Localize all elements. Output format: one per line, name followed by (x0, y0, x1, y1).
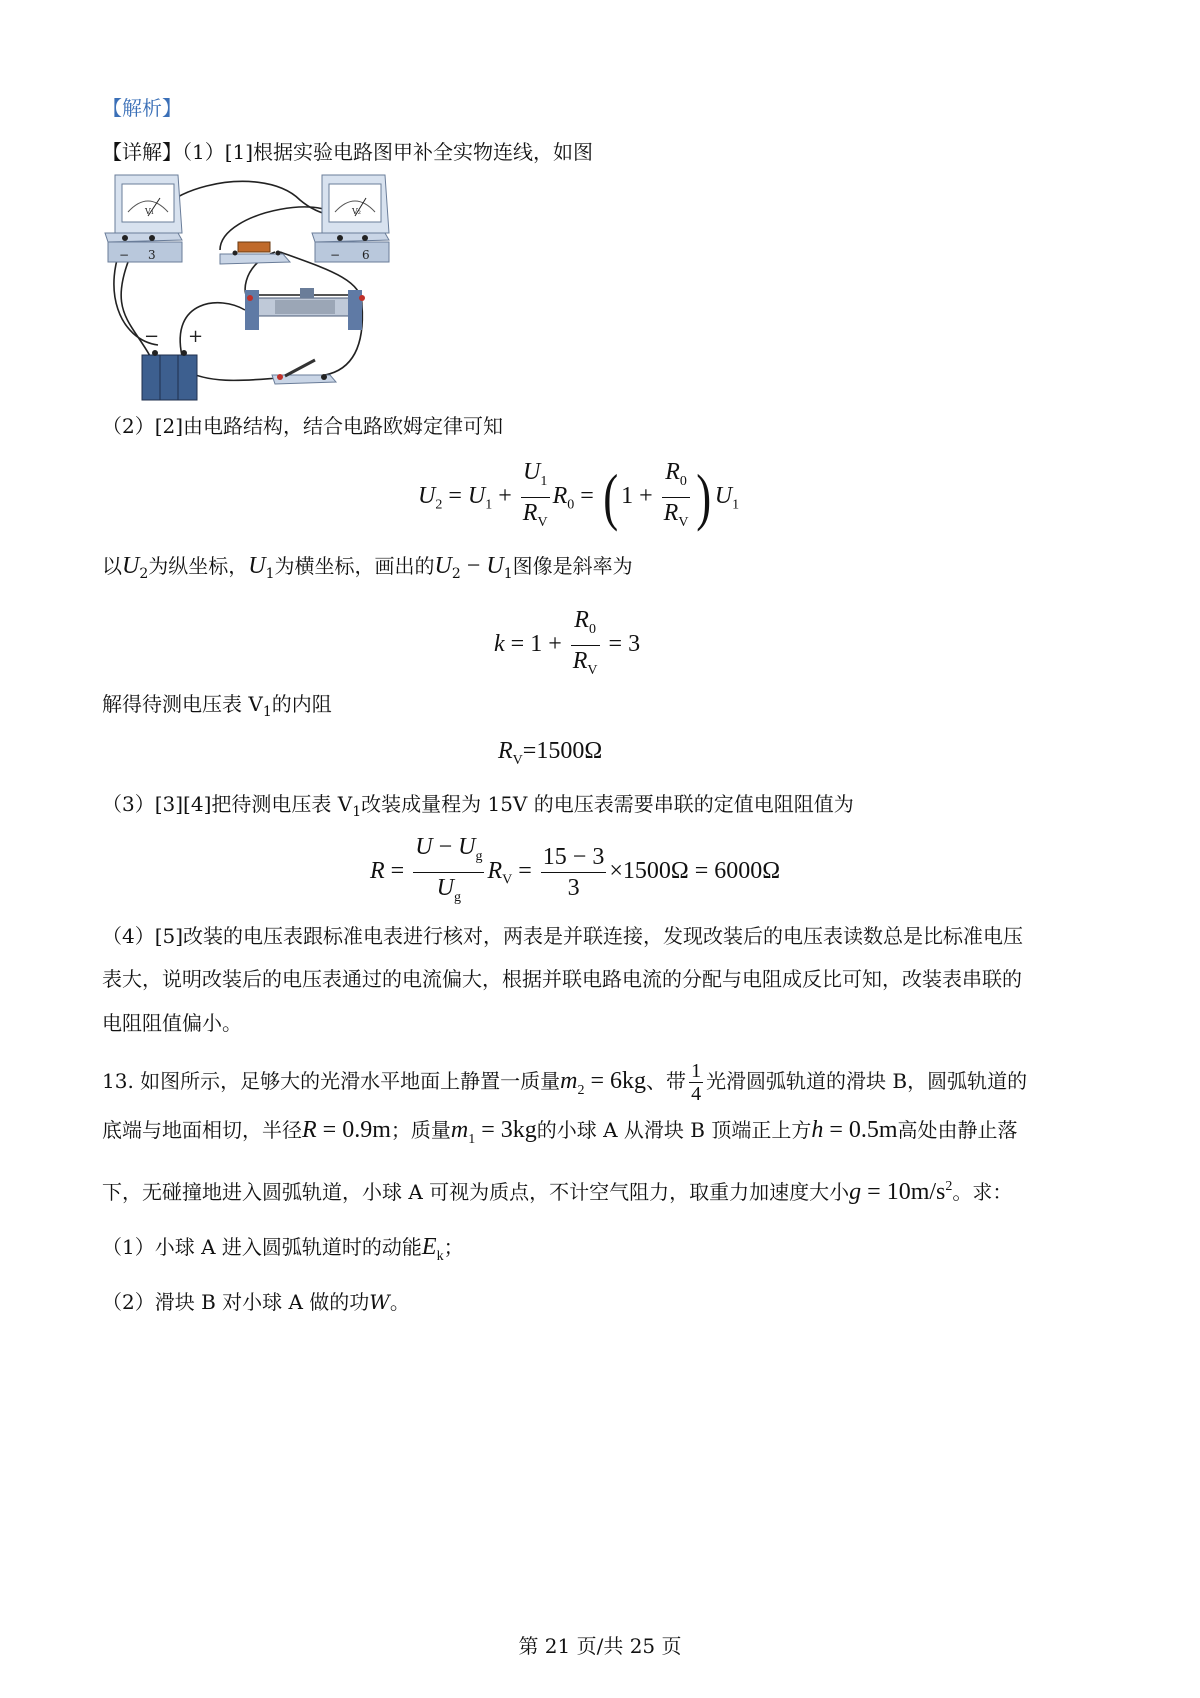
voltmeter-v2 (312, 175, 389, 262)
part4-line-2: 表大，说明改装后的电压表通过的电流偏大，根据并联电路电流的分配与电阻成反比可知，改装表串联的 (102, 967, 1022, 991)
circuit-diagram (100, 170, 400, 405)
section-title: 【解析】 (102, 96, 182, 120)
q13-sub1-text-b: ； (443, 1235, 464, 1259)
solve-text-b: 的内阻 (271, 692, 332, 716)
knife-switch (272, 360, 336, 384)
slope-text-d: 图像是斜率为 (512, 554, 633, 578)
slope-text-a: 以 (102, 554, 122, 578)
battery-plus: + (188, 326, 204, 347)
rv-value: =1500Ω (522, 738, 603, 764)
q13-text-2b: ；质量 (390, 1118, 451, 1142)
equation-rv: $R_V=1500\Omega$ (498, 738, 603, 768)
slope-line: 以$U_2$为纵坐标，$U_1$为横坐标，画出的$U_2 - U_1$图像是斜率为 (102, 553, 633, 582)
q13-text-2a: 底端与地面相切，半径 (102, 1118, 302, 1142)
rv-symbol: R (498, 738, 513, 764)
q13-sub1-text-a: （1）小球 A 进入圆弧轨道时的动能 (102, 1235, 422, 1259)
detail-line-1 (102, 140, 593, 164)
equation-r: R = $\frac{U - U_g}{U_g}$ $R_V$ = $\frac{15 - 3}{3}$ ×1500Ω = 6000Ω (370, 834, 781, 905)
q13-sub2-text-a: （2）滑块 B 对小球 A 做的功 (102, 1290, 370, 1314)
q13-line-3: 下，无碰撞地进入圆弧轨道，小球 A 可视为质点，不计空气阻力，取重力加速度大小$g = 10m/s^2$。求： (102, 1179, 1013, 1205)
slope-text-c: 为横坐标，画出的 (274, 554, 435, 578)
q13-text-1c: 光滑圆弧轨道的滑块 B，圆弧轨道的 (706, 1069, 1028, 1093)
q13-sub2-text-c: 。 (389, 1290, 410, 1314)
page-footer: 第 21 页/共 25 页 (518, 1634, 682, 1658)
voltmeter-v1 (105, 175, 182, 262)
part3-text-a: （3）[3][4]把待测电压表 V (102, 792, 353, 816)
solve-text-a: 解得待测电压表 V (102, 692, 263, 716)
part3-line: （3）[3][4]把待测电压表 $V_1$改装成量程为 15V 的电压表需要串联的定值电阻阻值为 (102, 792, 854, 820)
part4-line-3: 电阻阻值偏小。 (102, 1011, 242, 1035)
meter1-label: V₁ (145, 207, 154, 216)
equation-slope: k = 1 + $\frac{R_0}{R_V}$ = 3 (494, 607, 641, 678)
battery-minus: − (144, 326, 160, 347)
q13-text-2d: 高处由静止落 (897, 1118, 1018, 1142)
solve-line: 解得待测电压表 $V_1$的内阻 (102, 692, 332, 720)
q13-text-1a: 13. 如图所示，足够大的光滑水平地面上静置一质量 (102, 1069, 561, 1093)
q13-sub-2 (102, 1290, 410, 1314)
fixed-resistor (220, 242, 290, 264)
battery (142, 326, 203, 400)
wire (185, 370, 278, 380)
q13-sub-1: （1）小球 A 进入圆弧轨道时的动能$E_k$； (102, 1234, 464, 1264)
q13-line-2: 底端与地面相切，半径R = 0.9m；质量$m_1 = 3kg$的小球 A 从滑块 B 顶端正上方h = 0.5m高处由静止落 (102, 1117, 1018, 1147)
part3-text-b: 改装成量程为 15V 的电压表需要串联的定值电阻阻值为 (361, 792, 854, 816)
q13-line-1: 13. 如图所示，足够大的光滑水平地面上静置一质量$m_2 = 6kg$、带 $\frac{1}{4}$ 光滑圆弧轨道的滑块 B，圆弧轨道的 (102, 1060, 1028, 1105)
meter1-range: 3 (148, 248, 156, 262)
detail-text: （1）[1]根据实验电路图甲补全实物连线，如图 (182, 140, 594, 164)
q13-text-3a: 下，无碰撞地进入圆弧轨道，小球 A 可视为质点，不计空气阻力，取重力加速度大小 (102, 1180, 850, 1204)
slope-text-b: 为纵坐标， (148, 554, 249, 578)
part4-line-1: （4）[5]改装的电压表跟标准电表进行核对，两表是并联连接，发现改装后的电压表读数总是比标准电压 (102, 924, 1024, 948)
sliding-rheostat (245, 288, 365, 330)
equation-u2: $U_2 = U_1$ + $\frac{U_1}{R_V}$ $R_0$ = ( 1 + $\frac{R_0}{R_V}$ ) $U_1$ (418, 459, 740, 533)
q13-text-3b: 。求： (952, 1180, 1013, 1204)
detail-label: 【详解】 (102, 140, 182, 164)
q13-text-1b: 、带 (646, 1069, 687, 1093)
meter2-range: 6 (362, 248, 370, 262)
meter2-label: V₂ (352, 207, 361, 216)
q13-sub2-w: W (369, 1290, 390, 1314)
q13-text-2c: 的小球 A 从滑块 B 顶端正上方 (536, 1118, 812, 1142)
meter1-minus: − (119, 248, 130, 262)
meter2-minus: − (330, 248, 341, 262)
part2-intro: （2）[2]由电路结构，结合电路欧姆定律可知 (102, 414, 504, 438)
